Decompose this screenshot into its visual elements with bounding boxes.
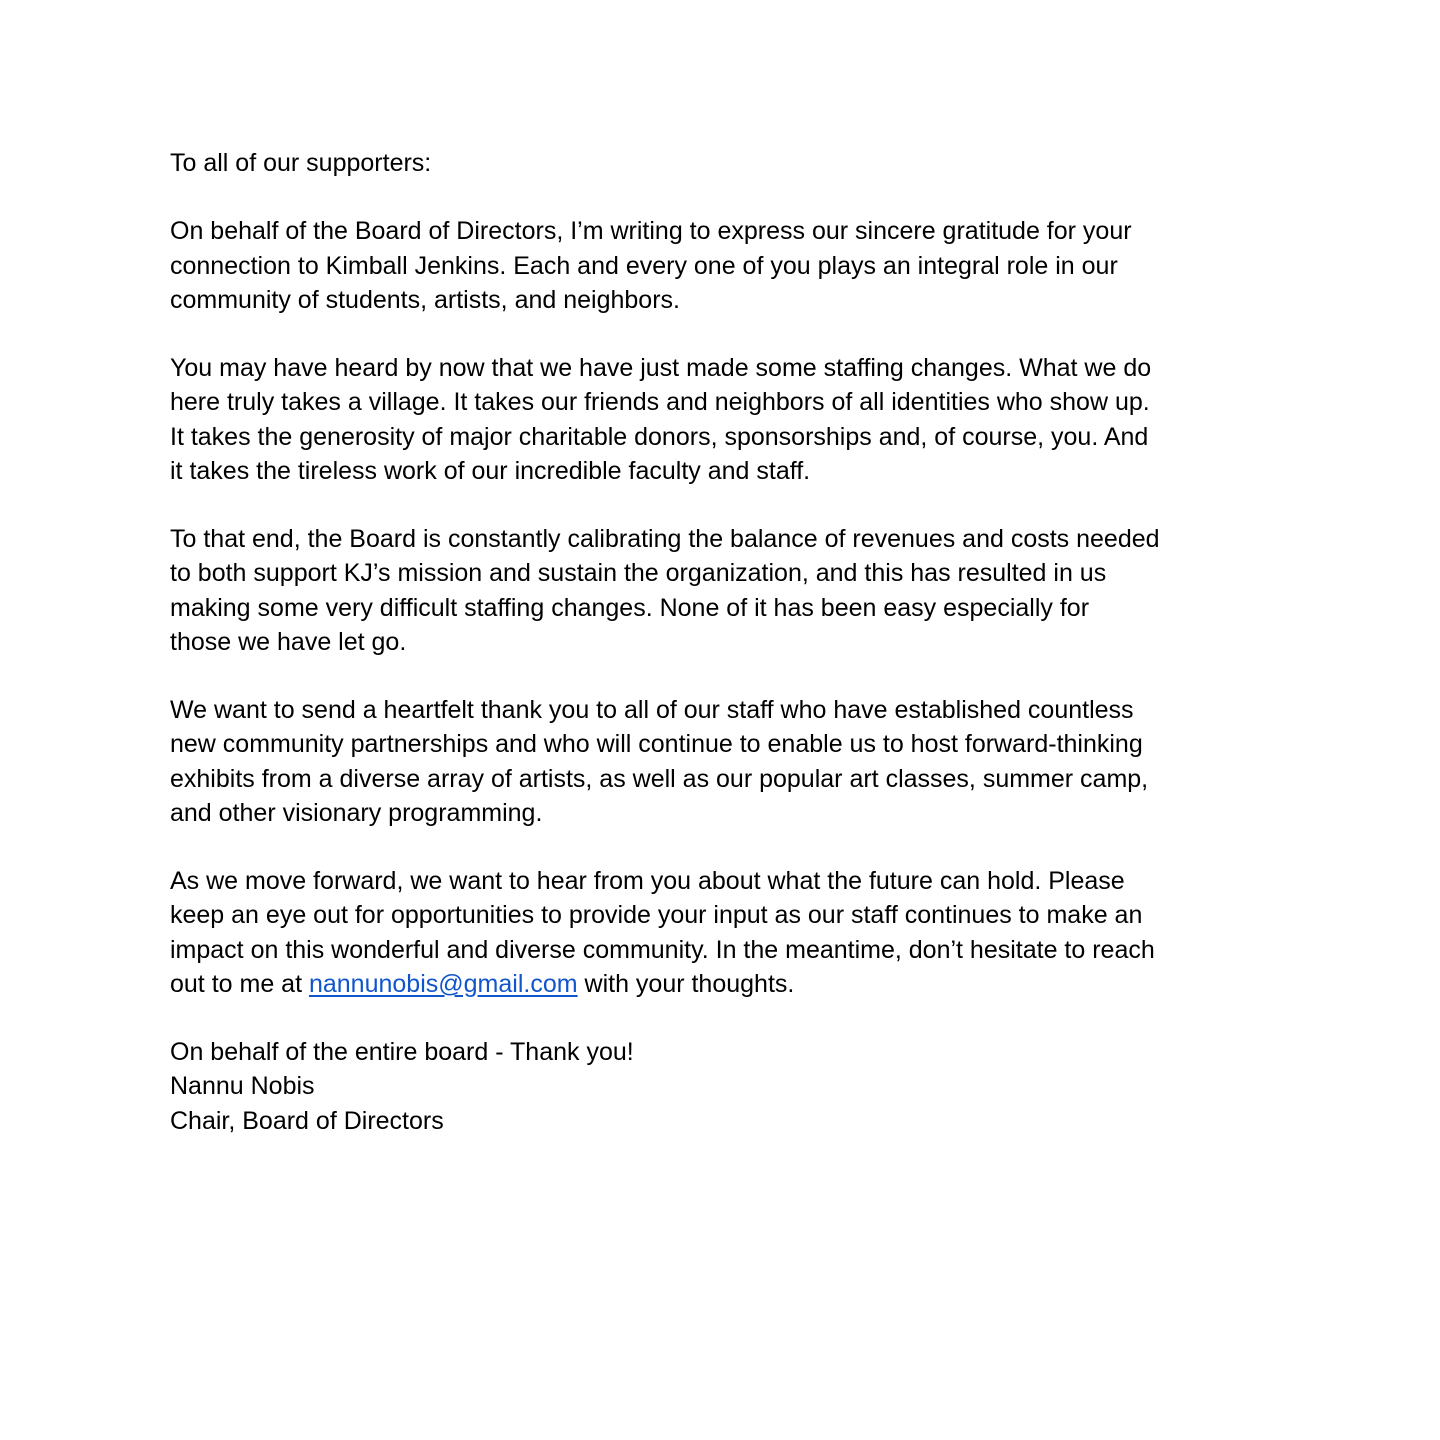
paragraph-2	[170, 351, 1260, 488]
paragraph-2-line: It takes the generosity of major charitable donors, sponsorships and, of course, you. And	[170, 422, 1149, 451]
paragraph-2-line: You may have heard by now that we have just made some staffing changes. What we do	[170, 354, 1152, 383]
paragraph-4	[170, 693, 1260, 830]
paragraph-gap	[170, 659, 1260, 693]
paragraph-2-line: it takes the tireless work of our incredible faculty and staff.	[170, 456, 811, 485]
paragraph-5-last-line	[170, 967, 1260, 1001]
paragraph-1-line: community of students, artists, and neighbors.	[170, 285, 680, 314]
paragraph-gap	[170, 1001, 1260, 1035]
paragraph-3-line: To that end, the Board is constantly calibrating the balance of revenues and costs needed	[170, 525, 1160, 554]
letter-body	[170, 146, 1260, 1138]
paragraph-3-line: making some very difficult staffing changes. None of it has been easy especially for	[170, 593, 1090, 622]
paragraph-3-line: to both support KJ’s mission and sustain the organization, and this has resulted in us	[170, 559, 1107, 588]
salutation: To all of our supporters:	[170, 149, 432, 177]
paragraph-3-line: those we have let go.	[170, 627, 407, 656]
paragraph-2-line: here truly takes a village. It takes our friends and neighbors of all identities who show up.	[170, 388, 1150, 417]
closing-line: On behalf of the entire board - Thank you!	[170, 1038, 634, 1067]
paragraph-gap	[170, 830, 1260, 864]
signature-title: Chair, Board of Directors	[170, 1106, 444, 1135]
paragraph-1-line: connection to Kimball Jenkins. Each and every one of you plays an integral role in our	[170, 251, 1118, 280]
paragraph-4-line: and other visionary programming.	[170, 798, 543, 827]
paragraph-5-line: As we move forward, we want to hear from you about what the future can hold. Please	[170, 867, 1125, 896]
signature-name: Nannu Nobis	[170, 1072, 315, 1101]
paragraph-gap	[170, 488, 1260, 522]
contact-prefix: out to me at	[170, 969, 309, 998]
paragraph-5-line: keep an eye out for opportunities to provide your input as our staff continues to make an	[170, 901, 1143, 930]
paragraph-5-line: impact on this wonderful and diverse community. In the meantime, don’t hesitate to reach	[170, 935, 1155, 964]
contact-suffix: with your thoughts.	[577, 969, 795, 998]
paragraph-4-line: We want to send a heartfelt thank you to all of our staff who have established countless	[170, 696, 1134, 725]
paragraph-1-line: On behalf of the Board of Directors, I’m writing to express our sincere gratitude for your	[170, 217, 1132, 246]
paragraph-1	[170, 214, 1260, 317]
sign-off	[170, 1035, 1260, 1138]
paragraph-5	[170, 864, 1260, 1001]
paragraph-3	[170, 522, 1260, 659]
paragraph-gap	[170, 317, 1260, 351]
paragraph-4-line: exhibits from a diverse array of artists, as well as our popular art classes, summer camp,	[170, 764, 1149, 793]
email-link[interactable]: nannunobis@gmail.com	[308, 969, 578, 998]
paragraph-gap	[170, 180, 1260, 214]
paragraph-4-line: new community partnerships and who will continue to enable us to host forward-thinking	[170, 730, 1143, 759]
